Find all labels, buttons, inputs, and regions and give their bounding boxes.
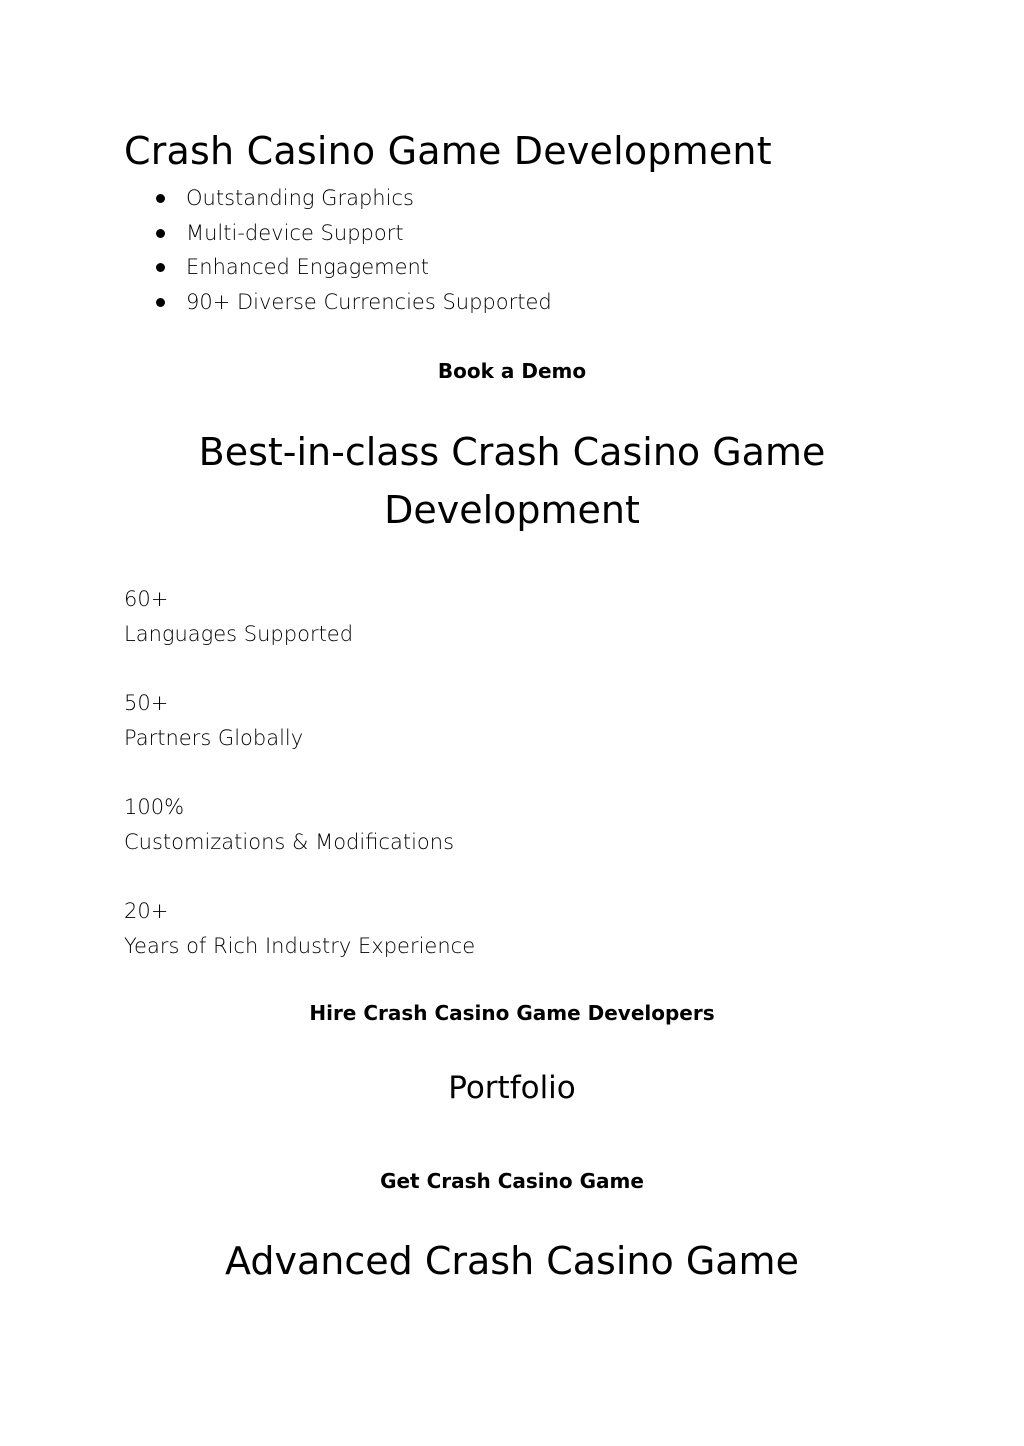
list-item [156, 250, 552, 285]
stat-number: 100% [124, 795, 185, 819]
feature-label: Enhanced Engagement [186, 255, 430, 280]
list-item [156, 216, 552, 251]
bullet-icon [156, 298, 165, 307]
stat-label: Languages Supported [124, 621, 354, 646]
stat-label: Years of Rich Industry Experience [124, 933, 476, 958]
page-title: Crash Casino Game Development [124, 129, 772, 173]
feature-label: 90+ Diverse Currencies Supported [186, 290, 552, 315]
stats-section-title-line1: Best-in-class Crash Casino Game [198, 430, 826, 474]
portfolio-title: Portfolio [448, 1070, 576, 1106]
hire-developers-link[interactable]: Hire Crash Casino Game Developers [309, 1001, 715, 1025]
stats-section-title-line2: Development [384, 488, 640, 532]
stat-number: 20+ [124, 899, 169, 923]
stat-item [124, 790, 475, 894]
stat-label: Partners Globally [124, 725, 304, 750]
feature-label: Multi-device Support [186, 220, 404, 245]
advanced-section-title: Advanced Crash Casino Game [225, 1239, 799, 1283]
bullet-icon [156, 263, 165, 272]
stat-number: 60+ [124, 587, 169, 611]
get-game-link[interactable]: Get Crash Casino Game [380, 1169, 644, 1193]
feature-list [156, 181, 552, 320]
book-demo-link[interactable]: Book a Demo [437, 359, 587, 383]
stat-label: Customizations & Modifications [124, 829, 455, 854]
list-item [156, 181, 552, 216]
bullet-icon [156, 229, 165, 238]
feature-label: Outstanding Graphics [186, 186, 414, 210]
list-item [156, 285, 552, 320]
stat-item [124, 582, 475, 686]
stat-item [124, 894, 475, 998]
stat-item [124, 686, 475, 790]
stat-number: 50+ [124, 691, 169, 715]
stats-list [124, 582, 475, 998]
bullet-icon [156, 194, 165, 203]
